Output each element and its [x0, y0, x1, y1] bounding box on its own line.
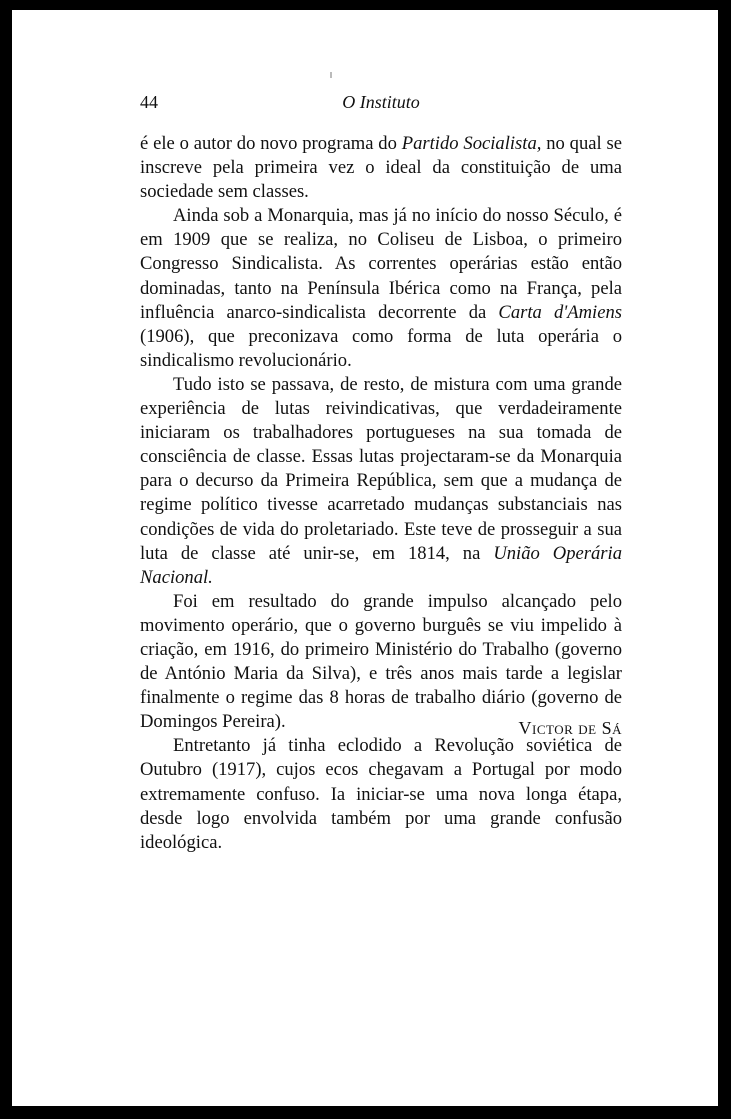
- paragraph: [140, 204, 622, 373]
- italic-text: Partido Socialista,: [401, 133, 542, 154]
- italic-text: Carta d'Amiens: [498, 301, 623, 323]
- italic-text: União Operária Nacional.: [140, 542, 622, 588]
- text-run: é ele o autor do novo programa do: [140, 133, 402, 154]
- paragraph: [140, 590, 622, 735]
- print-speck: [330, 72, 332, 78]
- page-number: 44: [140, 92, 158, 112]
- paragraph: [140, 132, 622, 204]
- body-text: [140, 132, 622, 855]
- text-run: Foi em resultado do grande impulso alcançado pelo movimento operário, que o governo burguês se viu impelido à criação, em 1916, do primeiro Ministério do Trabalho (governo de António Maria da Silva), e três anos mais tarde a legislar finalmente o regime das 8 horas de trabalho diário (governo de Domingos Pereira).: [140, 590, 622, 733]
- paragraph: [140, 373, 622, 590]
- text-run: (1906), que preconizava como forma de luta operária o sindicalismo revolucionário.: [140, 325, 622, 371]
- text-run: Tudo isto se passava, de resto, de mistura com uma grande experiência de lutas reivindicativas, que verdadeiramente iniciaram os trabalhadores portugueses na sua tomada de consciência de classe. Essas lutas projectaram-se da Monarquia para o decurso da Primeira República, sem que a mudança de regime político tivesse acarretado mudanças substanciais nas condições de vida do proletariado. Este teve de prosseguir a sua luta de classe até unir-se, em 1814, na: [140, 373, 622, 564]
- running-title: O Instituto: [342, 92, 420, 112]
- text-run: Ainda sob a Monarquia, mas já no início do nosso Século, é em 1909 que se realiza, no Coliseu de Lisboa, o primeiro Congresso Sindicalista. As correntes operárias estão então dominadas, tanto na Península Ibérica como na França, pela influência anarco-sindicalista decorrente da: [140, 205, 622, 323]
- page-header: [140, 92, 622, 116]
- text-run: no qual se inscreve pela primeira vez o ideal da constituição de uma sociedade sem classes.: [140, 133, 623, 203]
- page: [12, 10, 718, 1106]
- paragraph: [140, 734, 622, 854]
- author-signature: Victor de Sá: [518, 718, 622, 738]
- text-run: Entretanto já tinha eclodido a Revolução soviética de Outubro (1917), cujos ecos chegavam a Portugal por modo extremamente confuso. Ia iniciar-se uma nova longa étapa, desde logo envolvida também por uma grande confusão ideológica.: [140, 735, 622, 853]
